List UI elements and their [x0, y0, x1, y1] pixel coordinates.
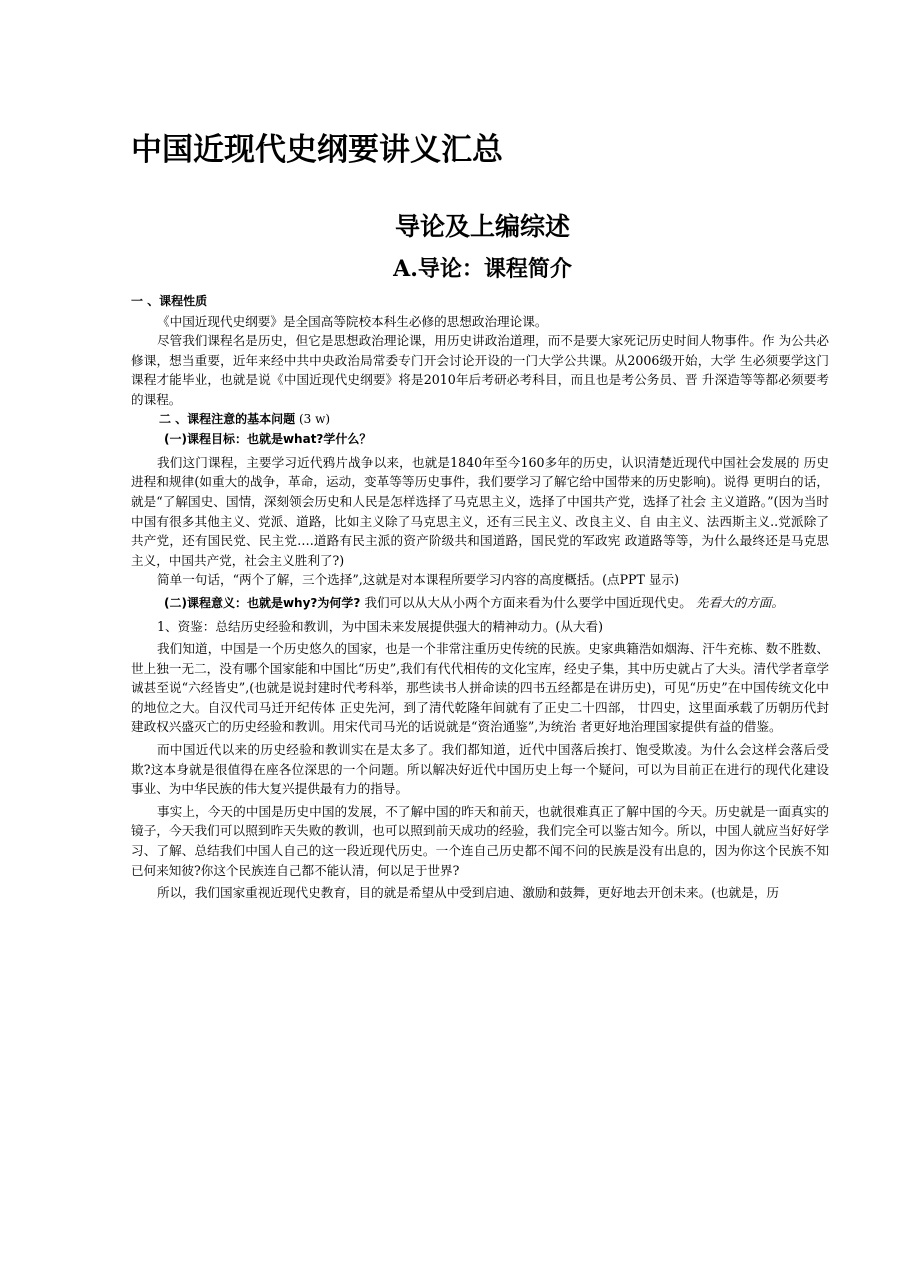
subsection-heading-1-text: (一)课程目标：也就是what?学什么？ — [164, 432, 372, 447]
part-title: 导论及上编综述 — [394, 212, 570, 241]
paragraph: 简单一句话，“两个了解，三个选择”,这就是对本课程所要学习内容的高度概括。(点PPT 显示) — [157, 572, 680, 588]
paragraph: 1、资鉴：总结历史经验和教训，为中国未来发展提供强大的精神动力。(从大看) — [157, 618, 604, 634]
chapter-title: A.导论：课程简介 — [393, 256, 572, 282]
section-heading-1: 一 、课程性质 — [131, 294, 208, 308]
paragraph: 我们这门课程，主要学习近代鸦片战争以来，也就是1840年至今160多年的历史，认识清楚近现代中国社会发展的 历史进程和规律(如重大的战争，革命，运动，变革等等历史事件，我们要学习了解它给中国带来的历史影响)。说得 更明白的话，就是“了解国史、国情，深刻领会历史和人民是怎样选择了马克思主义，选择了中国共产党，选择了社会 主义道路。”(因为当时中国有很多其他主义、党派、道路，比如主义除了马克思主义，还有三民主义、改良主义、自 由主义、法西斯主义..党派除了共产党，还有国民党、民主党….道路有民主派的资产阶级共和国道路，国民党的军政宪 政道路等等，为什么最终还是马克思主义，中国共产党，社会主义胜利了?) — [131, 454, 829, 568]
section-heading-2 — [131, 410, 829, 430]
subsection-heading-2-desc: 我们可以从大从小两个方面来看为什么要学中国近现代史。 — [360, 594, 692, 610]
paragraph: 而中国近代以来的历史经验和教训实在是太多了。我们都知道，近代中国落后挨打、饱受欺凌。为什么会这样会落后受欺?这本身就是很值得在座各位深思的一个问题。所以解决好近代中国历史上每一个疑问，可以为目前正在进行的现代化建设事业、为中华民族的伟大复兴提供最有力的指导。 — [131, 742, 829, 797]
paragraph: 《中国近现代史纲要》是全国高等院校本科生必修的思想政治理论课。 — [157, 313, 548, 329]
section-heading-2-text: 二 、课程注意的基本问题 — [159, 411, 296, 426]
paragraph: 尽管我们课程名是历史，但它是思想政治理论课，用历史讲政治道理，而不是要大家死记历史时间人物事件。作 为公共必修课，想当重要，近年来经中共中央政治局常委专门开会讨论开设的一门大学公共课。从2006级开始，大学 生必须要学这门课程才能毕业，也就是说《中国近现代史纲要》将是2010年后考研必考科目，而且也是考公务员、晋 升深造等等都必须要考的课程。 — [131, 333, 829, 407]
subsection-heading-1 — [131, 429, 829, 450]
subsection-heading-2 — [131, 593, 829, 614]
document-body — [131, 292, 829, 903]
paragraph: 我们知道，中国是一个历史悠久的国家，也是一个非常注重历史传统的民族。史家典籍浩如烟海、汗牛充栋、数不胜数、世上独一无二，没有哪个国家能和中国比“历史”,我们有代代相传的文化宝库，经史子集，其中历史就占了大头。清代学者章学诚甚至说“六经皆史”,(也就是说封建时代考科举，那些读书人拼命读的四书五经都是在讲历史)，可见“历史”在中国传统文化中的地位之大。自汉代司马迁开纪传体 正史先河，到了清代乾隆年间就有了正史二十四部， 廿四史，这里面承载了历朝历代封建政权兴盛灭亡的历史经验和教训。用宋代司马光的话说就是“资治通鉴”,为统治 者更好地治理国家提供有益的借鉴。 — [131, 641, 829, 735]
section-heading-2-note: (3 w) — [295, 411, 331, 426]
paragraph: 事实上，今天的中国是历史中国的发展，不了解中国的昨天和前天，也就很难真正了解中国的今天。历史就是一面真实的镜子，今天我们可以照到昨天失败的教训，也可以照到前天成功的经验，我们完全可以鉴古知今。所以，中国人就应当好好学习、了解、总结我们中国人自己的这一段近现代历史。一个连自己历史都不闻不问的民族是没有出息的，因为你这个民族不知已何来知彼?你这个民族连自己都不能认清，何以足于世界? — [131, 803, 829, 878]
document-title: 中国近现代史纲要讲义汇总 — [131, 132, 503, 168]
subsection-heading-2-emphasis: 先看大的方面。 — [691, 594, 784, 610]
paragraph: 所以，我们国家重视近现代史教育，目的就是希望从中受到启迪、激励和鼓舞，更好地去开创未来。(也就是，历 — [157, 885, 780, 901]
subsection-heading-2-text: (二)课程意义：也就是why?为何学? — [164, 595, 361, 610]
